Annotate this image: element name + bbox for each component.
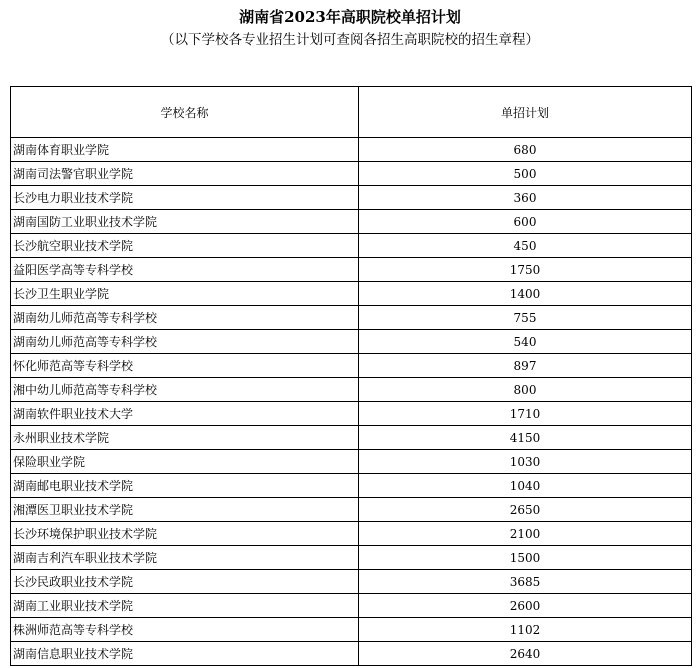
school-name-cell: 湘潭医卫职业技术学院 xyxy=(11,498,359,522)
school-name-cell: 保险职业学院 xyxy=(11,450,359,474)
school-name-cell: 湖南司法警官职业学院 xyxy=(11,162,359,186)
school-name-cell: 益阳医学高等专科学校 xyxy=(11,258,359,282)
plan-count-cell: 2650 xyxy=(359,498,692,522)
table-row xyxy=(11,162,692,186)
plan-count-cell: 450 xyxy=(359,234,692,258)
school-name-cell: 湖南国防工业职业技术学院 xyxy=(11,210,359,234)
enrollment-plan-table xyxy=(10,86,692,666)
school-name-cell: 湖南吉利汽车职业技术学院 xyxy=(11,546,359,570)
plan-count-cell: 2640 xyxy=(359,642,692,666)
plan-count-cell: 680 xyxy=(359,138,692,162)
table-row xyxy=(11,426,692,450)
plan-count-cell: 897 xyxy=(359,354,692,378)
table-row xyxy=(11,546,692,570)
plan-count-cell: 2600 xyxy=(359,594,692,618)
plan-count-cell: 1102 xyxy=(359,618,692,642)
page-subtitle: （以下学校各专业招生计划可查阅各招生高职院校的招生章程） xyxy=(161,32,539,48)
table-row xyxy=(11,234,692,258)
table-row xyxy=(11,522,692,546)
school-name-cell: 长沙民政职业技术学院 xyxy=(11,570,359,594)
school-name-cell: 长沙电力职业技术学院 xyxy=(11,186,359,210)
school-name-cell: 怀化师范高等专科学校 xyxy=(11,354,359,378)
table-row xyxy=(11,474,692,498)
table-body xyxy=(11,138,692,666)
table-row xyxy=(11,258,692,282)
school-name-cell: 湖南工业职业技术学院 xyxy=(11,594,359,618)
table-row xyxy=(11,210,692,234)
table-row xyxy=(11,138,692,162)
table-row xyxy=(11,378,692,402)
school-name-cell: 湖南邮电职业技术学院 xyxy=(11,474,359,498)
plan-count-cell: 4150 xyxy=(359,426,692,450)
school-name-cell: 长沙卫生职业学院 xyxy=(11,282,359,306)
plan-count-cell: 360 xyxy=(359,186,692,210)
plan-count-cell: 755 xyxy=(359,306,692,330)
plan-count-cell: 540 xyxy=(359,330,692,354)
school-name-cell: 湖南幼儿师范高等专科学校 xyxy=(11,330,359,354)
school-name-cell: 株洲师范高等专科学校 xyxy=(11,618,359,642)
page-title: 湖南省2023年高职院校单招计划 xyxy=(239,8,461,26)
plan-count-cell: 1040 xyxy=(359,474,692,498)
plan-count-cell: 1400 xyxy=(359,282,692,306)
table-header-row xyxy=(11,87,692,138)
table-row xyxy=(11,594,692,618)
table-row xyxy=(11,498,692,522)
table-row xyxy=(11,330,692,354)
table-row xyxy=(11,570,692,594)
school-name-cell: 湖南信息职业技术学院 xyxy=(11,642,359,666)
plan-count-cell: 1710 xyxy=(359,402,692,426)
header-plan-count: 单招计划 xyxy=(359,87,692,138)
school-name-cell: 湖南体育职业学院 xyxy=(11,138,359,162)
school-name-cell: 湖南幼儿师范高等专科学校 xyxy=(11,306,359,330)
header-school-name: 学校名称 xyxy=(11,87,359,138)
table-row xyxy=(11,282,692,306)
school-name-cell: 长沙环境保护职业技术学院 xyxy=(11,522,359,546)
table-row xyxy=(11,402,692,426)
table-row xyxy=(11,642,692,666)
school-name-cell: 永州职业技术学院 xyxy=(11,426,359,450)
plan-count-cell: 600 xyxy=(359,210,692,234)
plan-count-cell: 1750 xyxy=(359,258,692,282)
plan-count-cell: 1500 xyxy=(359,546,692,570)
table-row xyxy=(11,618,692,642)
plan-count-cell: 2100 xyxy=(359,522,692,546)
school-name-cell: 长沙航空职业技术学院 xyxy=(11,234,359,258)
school-name-cell: 湖南软件职业技术大学 xyxy=(11,402,359,426)
plan-count-cell: 3685 xyxy=(359,570,692,594)
plan-count-cell: 1030 xyxy=(359,450,692,474)
table-row xyxy=(11,354,692,378)
plan-count-cell: 800 xyxy=(359,378,692,402)
plan-count-cell: 500 xyxy=(359,162,692,186)
table-row xyxy=(11,450,692,474)
table-row xyxy=(11,306,692,330)
school-name-cell: 湘中幼儿师范高等专科学校 xyxy=(11,378,359,402)
table-row xyxy=(11,186,692,210)
